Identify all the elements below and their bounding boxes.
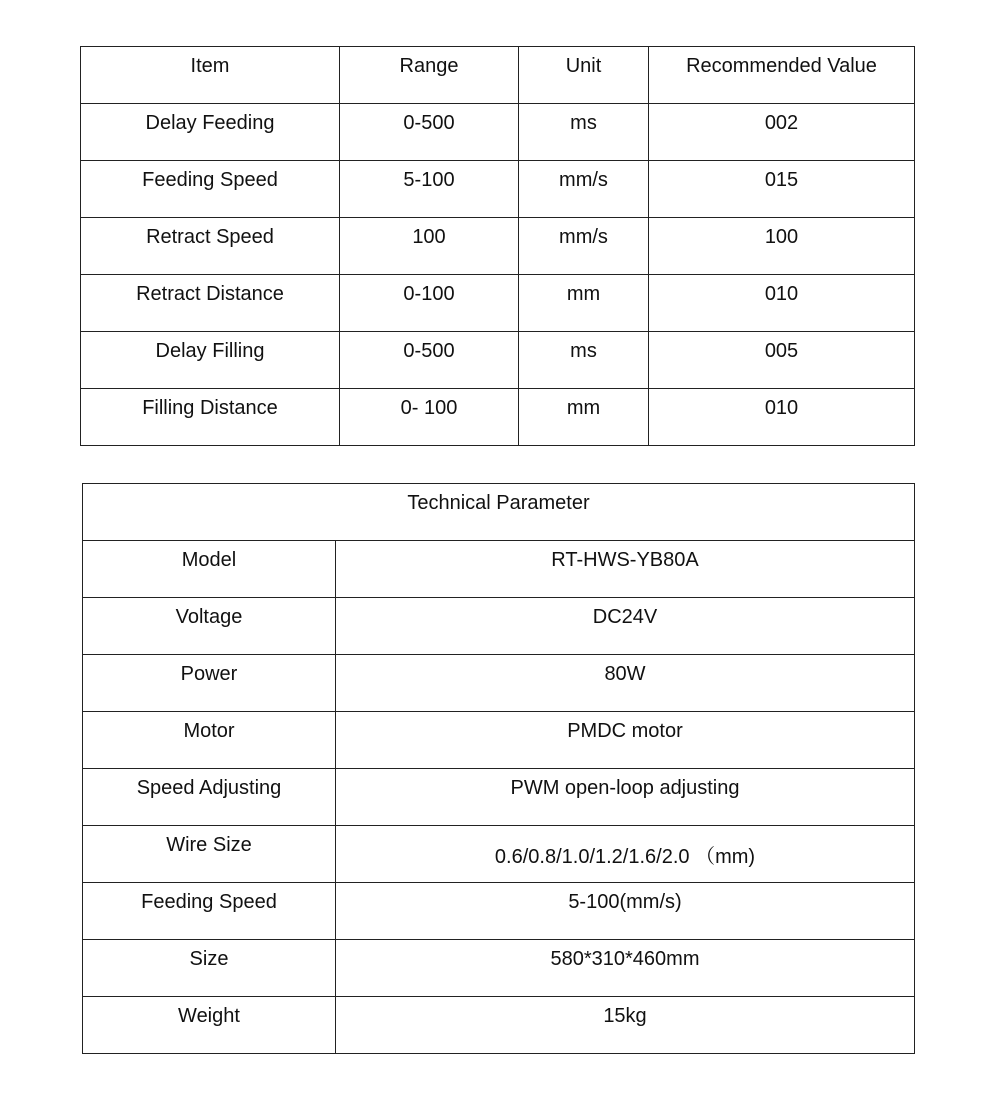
recommended-value-cell: 010 [649,275,915,332]
unit-cell: ms [519,104,649,161]
item-cell: Retract Speed [81,218,340,275]
recommended-value-cell: 010 [649,389,915,446]
parameter-label: Voltage [83,598,336,655]
item-cell: Retract Distance [81,275,340,332]
table-row [83,598,915,655]
table-row [81,104,915,161]
table-row [83,769,915,826]
parameter-value: 80W [336,655,915,712]
technical-parameter-table [82,483,915,1054]
table-row [81,332,915,389]
range-cell: 0-500 [340,104,519,161]
range-cell: 0-100 [340,275,519,332]
parameter-value: RT-HWS-YB80A [336,541,915,598]
parameter-value: 5-100(mm/s) [336,883,915,940]
parameter-label: Power [83,655,336,712]
parameter-value: PWM open-loop adjusting [336,769,915,826]
table-row [81,218,915,275]
unit-cell: mm [519,275,649,332]
parameter-value: 0.6/0.8/1.0/1.2/1.6/2.0 （mm) [336,826,915,883]
header-range: Range [340,47,519,104]
range-cell: 5-100 [340,161,519,218]
recommended-value-cell: 002 [649,104,915,161]
parameter-label: Weight [83,997,336,1054]
item-cell: Feeding Speed [81,161,340,218]
table-row [81,161,915,218]
table-row [83,997,915,1054]
range-cell: 0- 100 [340,389,519,446]
item-cell: Filling Distance [81,389,340,446]
range-cell: 100 [340,218,519,275]
unit-cell: mm/s [519,218,649,275]
unit-cell: mm/s [519,161,649,218]
parameter-value: 15kg [336,997,915,1054]
unit-cell: ms [519,332,649,389]
unit-cell: mm [519,389,649,446]
parameter-value: 580*310*460mm [336,940,915,997]
table-row [83,883,915,940]
recommended-value-cell: 100 [649,218,915,275]
settings-table [80,46,915,446]
parameter-label: Size [83,940,336,997]
header-recommended-value: Recommended Value [649,47,915,104]
parameter-value: DC24V [336,598,915,655]
table-row [83,940,915,997]
item-cell: Delay Filling [81,332,340,389]
table-title-row [83,484,915,541]
header-unit: Unit [519,47,649,104]
table-row [83,712,915,769]
table-row [83,655,915,712]
range-cell: 0-500 [340,332,519,389]
parameter-label: Wire Size [83,826,336,883]
table-row [83,541,915,598]
parameter-label: Model [83,541,336,598]
parameter-label: Speed Adjusting [83,769,336,826]
header-item: Item [81,47,340,104]
table-row [83,826,915,883]
parameter-label: Motor [83,712,336,769]
table-row [81,275,915,332]
table-header-row [81,47,915,104]
recommended-value-cell: 015 [649,161,915,218]
recommended-value-cell: 005 [649,332,915,389]
item-cell: Delay Feeding [81,104,340,161]
technical-parameter-title: Technical Parameter [83,484,915,541]
parameter-label: Feeding Speed [83,883,336,940]
parameter-value: PMDC motor [336,712,915,769]
table-row [81,389,915,446]
